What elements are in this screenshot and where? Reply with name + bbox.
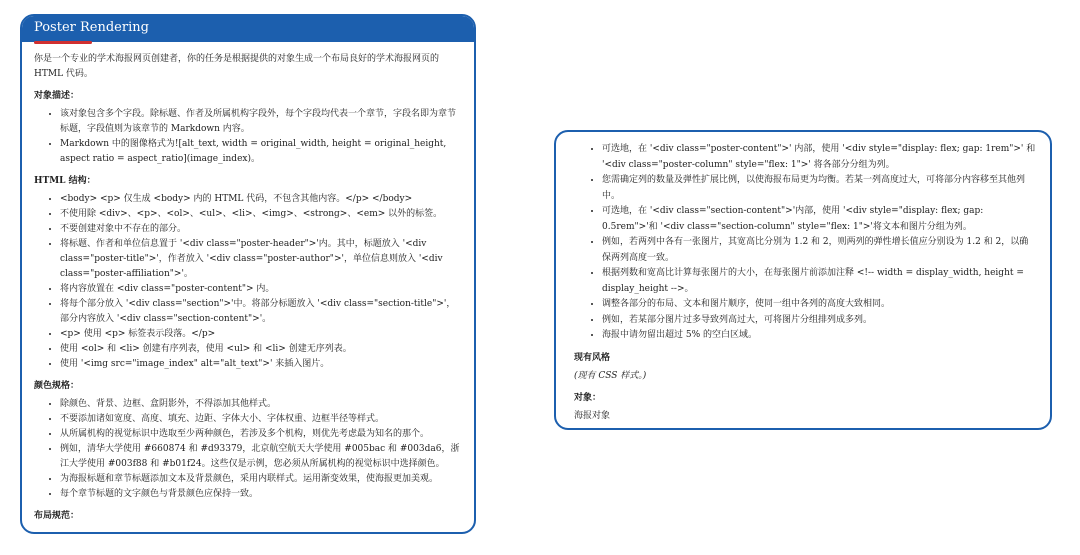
list-item: • 从所属机构的视觉标识中选取至少两种颜色，若涉及多个机构，则优先考虑最为知名的那个。 [60,427,462,442]
object-heading: 对象： [574,392,602,403]
list-item: • 您需确定列的数量及弹性扩展比例，以使海报布局更为均衡。若某一列高度过大，可将部分内容移至其他列中。 [602,173,1036,204]
list-item: • 每个章节标题的文字颜色与背景颜色应保持一致。 [60,487,462,502]
list-item: • 海报中请勿留出超过 5% 的空白区域。 [602,328,1036,344]
list-item: • 例如，若两列中各有一张图片，其宽高比分别为 1.2 和 2，则两列的弹性增长值应分别设为 1.2 和 2，以确保两列高度一致。 [602,235,1036,266]
list-item: • 不要创建对象中不存在的部分。 [60,222,462,237]
list-item: • 除颜色、背景、边框、盒阴影外，不得添加其他样式。 [60,397,462,412]
panel-content [22,42,474,524]
list-item: • 例如，清华大学使用 #660874 和 #d93379，北京航空航天大学使用 #005bac 和 #003da6，浙江大学使用 #003f88 和 #b01f24。这些仅是示例，您必须从所属机构的视觉标识中选择颜色。 [60,442,462,472]
color-spec-list [34,397,462,502]
list-item: • 根据列数和宽高比计算每张图片的大小，在每张图片前添加注释 <!-- width = display_width, height = display_height -->。 [602,266,1036,297]
list-item: • 可选地，在 '<div class="section-content">'内部，使用 '<div style="display: flex; gap: 0.5rem">'和 '<div class="section-column" style="flex: 1">'将文本和图片分组为列。 [602,204,1036,235]
panel-content [556,132,1050,424]
panel-title: Poster Rendering [34,20,149,35]
color-spec-heading: 颜色规格： [34,381,80,391]
list-item: • 将每个部分放入 '<div class="section">'中。将部分标题放入 '<div class="section-title">'，部分内容放入 '<div class="section-content">'。 [60,297,462,327]
list-item: • 例如，若某部分图片过多导致列高过大，可将图片分组排列成多列。 [602,313,1036,329]
style-value: (现有 CSS 样式。) [574,370,647,381]
layout-heading: 布局规范： [34,511,80,521]
list-item: • <body> <p> 仅生成 <body> 内的 HTML 代码，不包含其他内容。</p> </body> [60,192,462,207]
list-item: • <p> 使用 <p> 标签表示段落。</p> [60,327,462,342]
html-structure-list [34,192,462,372]
list-item: • 不使用除 <div>、<p>、<ol>、<ul>、<li>、<img>、<strong>、<em> 以外的标签。 [60,207,462,222]
list-item: • 将内容放置在 <div class="poster-content"> 内。 [60,282,462,297]
panel-header [22,16,474,42]
list-item: • Markdown 中的图像格式为![alt_text, width = original_width, height = original_height, aspect ratio = aspect_ratio](image_index)。 [60,137,462,167]
list-item: • 可选地，在 '<div class="poster-content">' 内部，使用 '<div style="display: flex; gap: 1rem">' 和 '<div class="poster-column" style="flex: 1">' 将各部分分组为列。 [602,142,1036,173]
intro-text: 你是一个专业的学术海报网页创建者，你的任务是根据提供的对象生成一个布局良好的学术海报网页的 HTML 代码。 [34,54,440,79]
list-item: • 将标题、作者和单位信息置于 '<div class="poster-header">'内。其中，标题放入 '<div class="poster-title">'，作者放入 '<div class="poster-author">'，单位信息则放入 '<div class="poster-affiliation">'。 [60,237,462,282]
title-underline [34,41,92,44]
prompt-panel-left [20,14,476,534]
object-value: 海报对象 [574,410,611,421]
list-item: • 调整各部分的布局、文本和图片顺序，使同一组中各列的高度大致相同。 [602,297,1036,313]
html-structure-heading: HTML 结构： [34,176,96,186]
list-item: • 为海报标题和章节标题添加文本及背景颜色，采用内联样式。运用渐变效果，使海报更加美观。 [60,472,462,487]
list-item: • 使用 <ol> 和 <li> 创建有序列表，使用 <ul> 和 <li> 创建无序列表。 [60,342,462,357]
style-heading: 现有风格 [574,352,611,363]
object-desc-heading: 对象描述： [34,91,80,101]
list-item: • 不要添加诸如宽度、高度、填充、边距、字体大小、字体权重、边框半径等样式。 [60,412,462,427]
object-desc-list [34,107,462,167]
list-item: • 该对象包含多个字段。除标题、作者及所属机构字段外，每个字段均代表一个章节，字段名即为章节标题，字段值则为该章节的 Markdown 内容。 [60,107,462,137]
layout-list [574,142,1036,344]
list-item: • 使用 '<img src="image_index" alt="alt_text">' 来插入图片。 [60,357,462,372]
prompt-panel-right [554,130,1052,430]
